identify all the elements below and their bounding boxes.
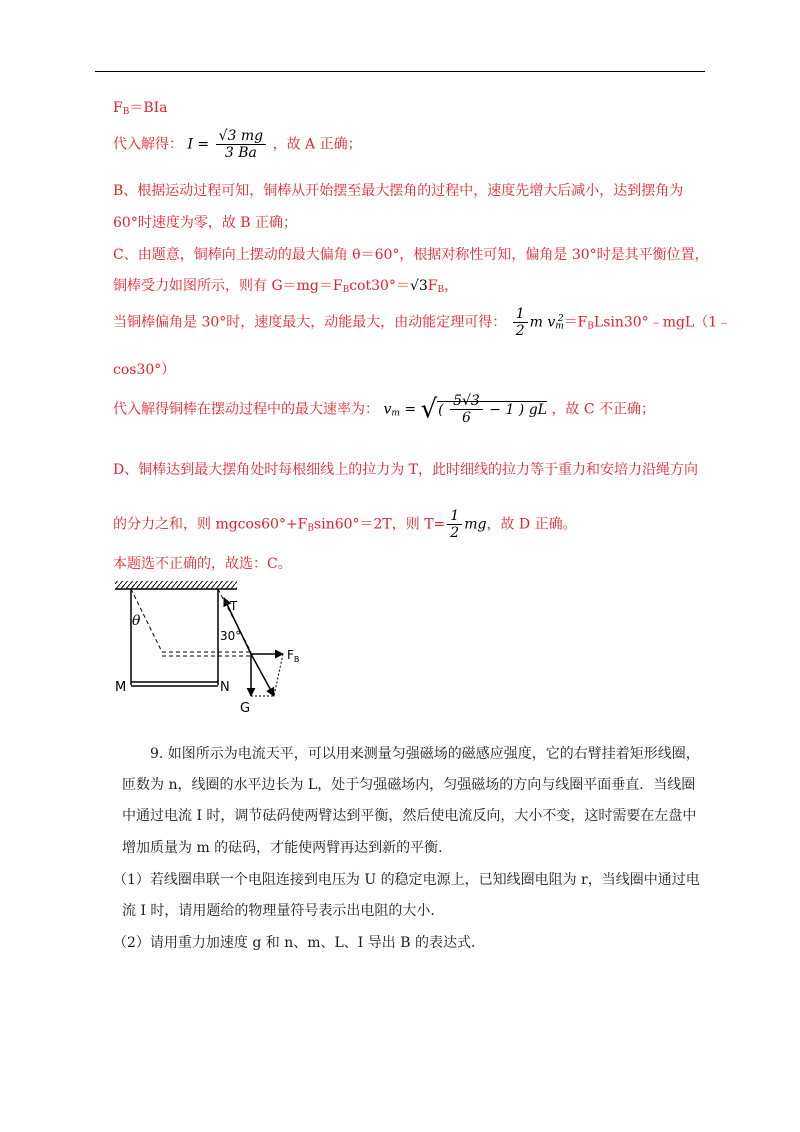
solution-line-c1: C、由题意，铜棒向上摆动的最大偏角 θ＝60°，根据对称性可知，偏角是 30°时是其平衡位置，: [113, 247, 709, 263]
vmax-radicand: ( $\frac{5√3}{6}$ − 1 ) gL: [438, 393, 547, 426]
question-line-5: （1）若线圈串联一个电阻连接到电压为 U 的稳定电源上，已知线圈电阻为 r，当线圈中通过电: [113, 872, 700, 888]
solution-line-b1: B、根据运动过程可知，铜棒从开始摆至最大摆角的过程中，速度先增大后减小，达到摆角为: [113, 183, 684, 199]
tension-label: T: [230, 599, 238, 613]
tension-fraction: $\frac{1}{2}$: [447, 508, 462, 541]
solution-line-c4: cos30°）: [113, 362, 176, 378]
current-fraction: $\frac{√3 mg}{3 Ba}$: [216, 128, 267, 161]
m-label: M: [115, 680, 127, 695]
solution-line-b2: 60°时速度为零，故 B 正确；: [113, 215, 298, 231]
question-line-6: 流 I 时，请用题给的物理量符号表示出电阻的大小．: [122, 903, 445, 919]
solution-line-fb: $F_B=BIa$: [113, 100, 168, 117]
header-rule: [95, 71, 705, 72]
question-line-4: 增加质量为 m 的砝码，才能使两臂再达到新的平衡．: [122, 840, 453, 856]
solution-line-c3: 当铜棒偏角是 30°时，速度最大，动能最大，由动能定理可得： $\frac{1}{2}$ m $v_m^2=F_BLsin30^\circ﹣mgL(1﹣$: [113, 306, 732, 339]
solution-line-answer: 本题选不正确的，故选：C。: [113, 556, 292, 572]
theta-label: θ: [132, 613, 141, 629]
fb-label: $F_B$: [287, 648, 300, 664]
question-line-2: 匝数为 n，线圈的水平边长为 L，处于匀强磁场内，匀强磁场的方向与线圈平面垂直．当线圈: [122, 777, 696, 793]
tension-arrow: [224, 598, 251, 654]
question-line-1: 9. 如图所示为电流天平，可以用来测量匀强磁场的磁感应强度，它的右臂挂着矩形线圈，: [150, 746, 700, 762]
solution-line-current: 代入解得： I = $\frac{√3 mg}{3 Ba}$ ，故 A 正确；: [113, 128, 362, 161]
solution-line-d1: D、铜棒达到最大摆角处时每根细线上的拉力为 T，此时细线的拉力等于重力和安培力沿绳方向: [113, 462, 699, 478]
g-label: G: [240, 701, 251, 716]
n-label: N: [220, 680, 230, 695]
question-line-3: 中通过电流 I 时，调节砝码使两臂达到平衡，然后使电流反向，大小不变，这时需要在左盘中: [122, 808, 697, 824]
half-fraction: $\frac{1}{2}$: [513, 306, 528, 339]
ceiling-hatch: [115, 581, 237, 589]
solution-line-vmax: 代入解得铜棒在摆动过程中的最大速率为： $v_m$ = √( $\frac{5√3}{6}$ − 1 ) gL ，故 C 不正确；: [113, 393, 656, 426]
solution-line-c2: 铜棒受力如图所示，则有 $G=mg=F_B\cot 30^\circ=√3F_B$，: [113, 278, 459, 295]
angle-label: 30°: [220, 629, 242, 643]
solution-line-d2: 的分力之和，则 $mgcos60^\circ+F_B\sin 60^\circ=2T$，则 T= $\frac{1}{2}$ mg，故 D 正确。: [113, 508, 577, 541]
resultant-arrow: [251, 654, 274, 696]
question-line-7: （2）请用重力加速度 g 和 n、m、L、I 导出 B 的表达式．: [113, 935, 485, 951]
dotted-edge-1: [274, 654, 283, 696]
force-diagram: [110, 578, 320, 718]
